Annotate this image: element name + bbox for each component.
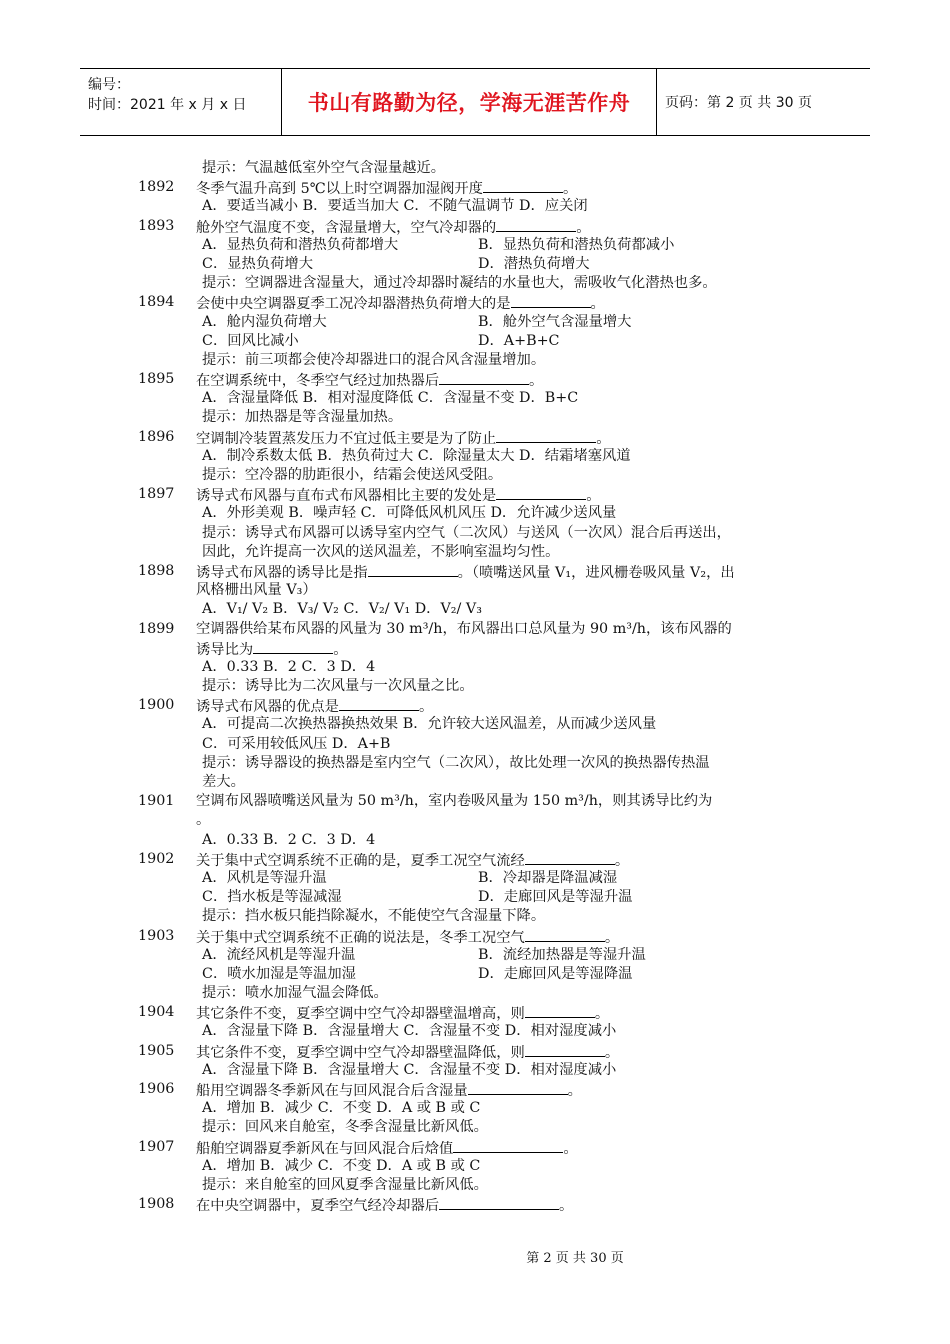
question-number: 1897 [138, 486, 175, 503]
question-stem: 诱导式布风器的优点是 [196, 699, 339, 716]
question-row [138, 696, 828, 715]
answer-blank [368, 562, 458, 577]
option-row [138, 581, 828, 600]
answer-blank [339, 696, 419, 711]
question-suffix: 。 [594, 1006, 610, 1023]
hint-row [138, 1118, 828, 1137]
options-text: A．外形美观 B．噪声轻 C．可降低风机风压 D．允许减少送风量 [202, 505, 617, 522]
question-stem: 诱导比为 [196, 641, 254, 658]
hint-text: 提示：来自舱室的回风夏季含湿量比新风低。 [202, 1176, 488, 1193]
question-row [138, 370, 828, 389]
answer-blank [525, 850, 615, 865]
question-suffix: 。 [529, 373, 544, 390]
question-stem: 船舶空调器夏季新风在与回风混合后焓值 [196, 1140, 454, 1157]
hint-text: 提示：喷水加湿气温会降低。 [202, 985, 388, 1002]
option-right: D．走廊回风是等湿降温 [478, 965, 633, 982]
options-text: C．可采用较低风压 D．A+B [202, 735, 391, 752]
question-row [138, 217, 828, 236]
option-left: C．显热负荷增大 [202, 255, 314, 272]
question-row [138, 562, 828, 581]
options-text: A．V₁/ V₂ B．V₃/ V₂ C．V₂/ V₁ D．V₂/ V₃ [202, 601, 482, 618]
question-row [138, 620, 828, 639]
option-row [138, 888, 828, 907]
option-row [138, 735, 828, 754]
question-stem: 在中央空调器中，夏季空气经冷却器后 [196, 1198, 440, 1215]
question-stem: 关于集中式空调系统不正确的是，夏季工况空气流经 [196, 852, 525, 869]
question-row [138, 792, 828, 811]
hint-row [138, 274, 828, 293]
hint-text: 提示：诱导式布风器可以诱导室内空气（二次风）与送风（一次风）混合后再送出， [202, 524, 731, 541]
option-left: C．挡水板是等湿减湿 [202, 889, 342, 906]
options-text: A．0.33 B．2 C．3 D．4 [202, 831, 376, 848]
hint-text: 提示：空冷器的肋距很小，结霜会使送风受阻。 [202, 467, 503, 483]
question-number: 1896 [138, 428, 175, 445]
question-text [196, 428, 611, 449]
question-suffix: 。 [596, 430, 611, 447]
question-text [196, 620, 732, 639]
answer-blank [439, 1195, 559, 1210]
question-row [138, 1195, 828, 1214]
answer-blank [439, 370, 529, 385]
header-page-label: 页码：第 2 页 共 30 页 [665, 95, 812, 111]
question-stem: 在空调系统中，冬季空气经过加热器后 [196, 373, 440, 390]
hint-text: 提示：诱导器设的换热器是室内空气（二次风），故比处理一次风的换热器传热温 [202, 754, 710, 771]
header-motto-cell [282, 69, 657, 135]
question-number: 1907 [138, 1138, 175, 1155]
answer-blank [453, 1138, 563, 1153]
question-text-cont [196, 639, 347, 660]
option-row [138, 313, 828, 332]
option-row [138, 389, 828, 408]
question-number: 1898 [138, 562, 175, 579]
hint-row [138, 984, 828, 1003]
question-number: 1908 [138, 1196, 175, 1213]
question-stem: 会使中央空调器夏季工况冷却器潜热负荷增大的是 [196, 296, 511, 313]
question-suffix: 。 [586, 488, 601, 505]
question-number: 1904 [138, 1004, 175, 1021]
hint-row [138, 754, 828, 773]
option-row [138, 255, 828, 274]
answer-blank [496, 485, 586, 500]
options-text: A．含湿量降低 B．相对湿度降低 C．含湿量不变 D．B+C [202, 390, 579, 407]
hint-text: 提示：前三项都会使冷却器进口的混合风含湿量增加。 [202, 351, 546, 368]
question-stem: 空调器供给某布风器的风量为 30 m³/h，布风器出口总风量为 90 m³/h，该布风器的 [196, 620, 732, 637]
question-number: 1901 [138, 793, 175, 810]
question-number: 1895 [138, 371, 175, 388]
question-row [138, 485, 828, 504]
hint-text: 因此，允许提高一次风的送风温差，不影响室温均匀性。 [202, 543, 560, 560]
question-row [138, 1042, 828, 1061]
question-row [138, 850, 828, 869]
hint-row [138, 1176, 828, 1195]
option-row [138, 869, 828, 888]
options-text: A．制冷系数太低 B．热负荷过大 C．除湿量太大 D．结霜堵塞风道 [202, 447, 631, 464]
question-text [196, 217, 591, 238]
question-text [196, 927, 619, 948]
option-row [138, 447, 828, 466]
question-stem: 冬季气温升高到 5℃以上时空调器加湿阀开度 [196, 181, 483, 198]
question-number: 1894 [138, 294, 175, 311]
option-row [138, 965, 828, 984]
question-suffix: 。 [576, 219, 591, 236]
hint-row [138, 408, 828, 427]
answer-blank [496, 217, 576, 232]
answer-blank [468, 1080, 568, 1095]
page-header [80, 68, 870, 136]
question-stem: 空调制冷装置蒸发压力不宜过低主要是为了防止 [196, 430, 497, 447]
question-row [138, 428, 828, 447]
question-row [138, 927, 828, 946]
answer-blank [511, 293, 591, 308]
option-right: D．A+B+C [478, 332, 560, 349]
option-row [138, 811, 828, 830]
question-stem: 空调布风器喷嘴送风量为 50 m³/h，室内卷吸风量为 150 m³/h，则其诱导比约为 [196, 793, 713, 810]
question-suffix: 。 [562, 181, 578, 198]
option-row [138, 639, 828, 658]
option-row [138, 715, 828, 734]
options-text: A．0.33 B．2 C．3 D．4 [202, 658, 376, 675]
question-text [196, 1003, 609, 1024]
question-text [196, 1195, 573, 1216]
hint-text: 提示：诱导比为二次风量与一次风量之比。 [202, 678, 474, 695]
question-text [196, 1042, 619, 1063]
option-row [138, 600, 828, 619]
option-left: C．回风比减小 [202, 332, 299, 349]
options-text: A．增加 B．减少 C．不变 D．A 或 B 或 C [202, 1157, 481, 1174]
question-text [196, 293, 605, 314]
question-stem: 其它条件不变，夏季空调中空气冷却器壁温增高，则 [196, 1006, 525, 1023]
question-suffix: 。 [604, 929, 620, 946]
question-suffix: 。 [604, 1044, 620, 1061]
question-number: 1903 [138, 927, 175, 944]
question-suffix: 。（喷嘴送风量 V₁，进风栅卷吸风量 V₂，出 [457, 564, 735, 581]
question-row [138, 178, 828, 197]
hint-text: 提示：空调器进含湿量大，通过冷却器时凝结的水量也大，需吸收气化潜热也多。 [202, 275, 717, 292]
option-right: B．流经加热器是等湿升温 [478, 946, 646, 963]
question-row [138, 1080, 828, 1099]
question-text [196, 696, 433, 717]
answer-blank [525, 1042, 605, 1057]
header-meta [80, 69, 282, 135]
question-text [196, 178, 577, 199]
time-label: 时间：2021 年 x 月 x 日 [88, 97, 247, 113]
hint-row [138, 773, 828, 792]
question-text-cont: 。 [196, 812, 211, 829]
question-suffix: 。 [333, 641, 348, 658]
option-left: A．舱内湿负荷增大 [202, 313, 327, 330]
question-list [138, 159, 828, 1214]
header-motto: 书山有路勤为径，学海无涯苦作舟 [307, 91, 631, 115]
option-row [138, 236, 828, 255]
question-text-cont: 风格栅出风量 V₃） [196, 582, 317, 599]
question-number: 1906 [138, 1081, 175, 1097]
serial-label: 编号： [88, 77, 130, 93]
question-text [196, 1138, 578, 1159]
page-footer: 第 2 页 共 30 页 [526, 1251, 624, 1266]
question-row [138, 1138, 828, 1157]
hint-text: 提示：挡水板只能挡除凝水，不能使空气含湿量下降。 [202, 908, 546, 925]
option-row [138, 197, 828, 216]
option-left: A．流经风机是等湿升温 [202, 946, 356, 963]
question-number: 1902 [138, 850, 175, 867]
question-suffix: 。 [418, 699, 434, 716]
question-text [196, 1080, 582, 1101]
question-suffix: 。 [567, 1083, 582, 1099]
question-stem: 关于集中式空调系统不正确的说法是，冬季工况空气 [196, 929, 525, 946]
option-left: A．显热负荷和潜热负荷都增大 [202, 236, 399, 253]
question-stem: 舱外空气温度不变，含湿量增大，空气冷却器的 [196, 219, 497, 236]
question-stem: 船用空调器冬季新风在与回风混合后含湿量 [196, 1083, 468, 1099]
question-stem: 其它条件不变，夏季空调中空气冷却器壁温降低，则 [196, 1044, 525, 1061]
hint-row [138, 159, 828, 178]
question-number: 1900 [138, 697, 175, 714]
hint-row [138, 351, 828, 370]
question-text [196, 850, 629, 871]
option-row [138, 946, 828, 965]
answer-blank [483, 178, 563, 193]
option-left: A．风机是等湿升温 [202, 869, 327, 886]
hint-row [138, 907, 828, 926]
option-row [138, 658, 828, 677]
question-row [138, 1003, 828, 1022]
options-text: A．增加 B．减少 C．不变 D．A 或 B 或 C [202, 1100, 481, 1117]
hint-row [138, 524, 828, 543]
question-row [138, 293, 828, 312]
options-text: A．含湿量下降 B．含湿量增大 C．含湿量不变 D．相对湿度减小 [202, 1023, 617, 1040]
hint-row [138, 677, 828, 696]
question-number: 1893 [138, 217, 175, 234]
option-left: C．喷水加湿是等温加湿 [202, 965, 356, 982]
question-text [196, 485, 601, 506]
option-row [138, 831, 828, 850]
question-number: 1892 [138, 179, 175, 196]
option-right: D．潜热负荷增大 [478, 255, 590, 272]
option-right: B．冷却器是降温减湿 [478, 869, 618, 886]
options-text: A．可提高二次换热器换热效果 B．允许较大送风温差，从而减少送风量 [202, 716, 657, 733]
option-right: D．走廊回风是等湿升温 [478, 889, 633, 906]
question-text [196, 370, 543, 391]
answer-blank [525, 927, 605, 942]
question-suffix: 。 [563, 1140, 578, 1157]
option-right: B．显热负荷和潜热负荷都减小 [478, 236, 675, 253]
option-row [138, 1157, 828, 1176]
option-row [138, 1061, 828, 1080]
hint-row [138, 466, 828, 485]
answer-blank [496, 428, 596, 443]
answer-blank [253, 639, 333, 654]
option-row [138, 1099, 828, 1118]
question-suffix: 。 [614, 852, 630, 869]
question-suffix: 。 [559, 1198, 574, 1215]
question-text [196, 792, 712, 811]
question-stem: 诱导式布风器的诱导比是指 [196, 564, 368, 581]
header-page-cell [657, 69, 870, 135]
answer-blank [525, 1003, 595, 1018]
hint-text: 提示：气温越低室外空气含湿量越近。 [202, 160, 446, 176]
hint-text: 差大。 [202, 774, 245, 790]
question-stem: 诱导式布风器与直布式布风器相比主要的发处是 [196, 488, 497, 505]
question-number: 1905 [138, 1042, 175, 1059]
hint-text: 提示：回风来自舱室，冬季含湿量比新风低。 [202, 1119, 488, 1136]
option-row [138, 504, 828, 523]
options-text: A．含湿量下降 B．含湿量增大 C．含湿量不变 D．相对湿度减小 [202, 1061, 617, 1078]
question-number: 1899 [138, 620, 175, 637]
question-text [196, 562, 735, 583]
option-row [138, 332, 828, 351]
hint-text: 提示：加热器是等含湿量加热。 [202, 409, 403, 426]
hint-row [138, 543, 828, 562]
option-row [138, 1022, 828, 1041]
question-suffix: 。 [590, 296, 605, 313]
option-right: B．舱外空气含湿量增大 [478, 313, 632, 330]
options-text: A．要适当减小 B．要适当加大 C．不随气温调节 D．应关闭 [202, 198, 588, 215]
